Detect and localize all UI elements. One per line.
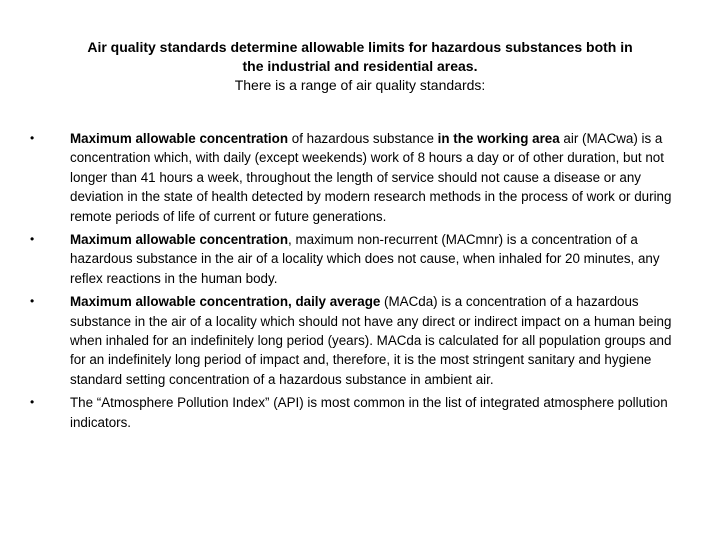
bullet-item-macwa bbox=[30, 129, 682, 226]
bullet-text: The “Atmosphere Pollution Index” (API) is most common in the list of integrated atmosphere pollution indicators. bbox=[70, 395, 668, 430]
bullet-text-bold: in the working area bbox=[437, 131, 560, 146]
bullet-item-api bbox=[30, 393, 682, 432]
bullet-dot-icon: • bbox=[30, 232, 35, 247]
bullet-item-macda bbox=[30, 292, 682, 389]
bullet-dot-icon: • bbox=[30, 395, 35, 410]
heading-line-1: Air quality standards determine allowable limits for hazardous substances both in bbox=[87, 39, 633, 55]
heading-line-2: the industrial and residential areas. bbox=[242, 58, 478, 74]
bullet-text: , maximum non-recurrent (MACmnr) is a concentration of a hazardous substance in the air of a locality which does not cause, when inhaled for 20 minutes, any reflex reactions in the human body. bbox=[70, 232, 660, 286]
bullet-text-bold: Maximum allowable concentration bbox=[70, 232, 289, 248]
bullet-text: air (MACwa) is a concentration which, with daily (except weekends) work of 8 hours a day or of other duration, but not longer than 41 hours a week, throughout the length of service should not cause a disease or any deviation in the state of health detected by modern research methods in the process of work or during remote periods of life of current or future generations. bbox=[70, 131, 672, 224]
bullet-list bbox=[0, 129, 720, 436]
bullet-dot-icon: • bbox=[30, 131, 35, 145]
bullet-text-bold: Maximum allowable concentration bbox=[70, 131, 289, 146]
bullet-item-macmnr bbox=[30, 230, 682, 288]
slide-heading bbox=[30, 38, 690, 95]
bullet-text-bold: Maximum allowable concentration, daily average bbox=[70, 294, 381, 310]
bullet-dot-icon: • bbox=[30, 294, 35, 309]
heading-line-3: There is a range of air quality standards: bbox=[234, 77, 486, 93]
bullet-text: of hazardous substance bbox=[288, 131, 438, 146]
bullet-text: (MACda) is a concentration of a hazardous substance in the air of a locality which should not have any direct or indirect impact on a human being when inhaled for an indefinitely long period (years). MACda is calculated for all population groups and for an indefinitely long period of impact and, therefore, it is the most stringent sanitary and hygiene standard setting concentration of a hazardous substance in ambient air. bbox=[70, 294, 672, 387]
